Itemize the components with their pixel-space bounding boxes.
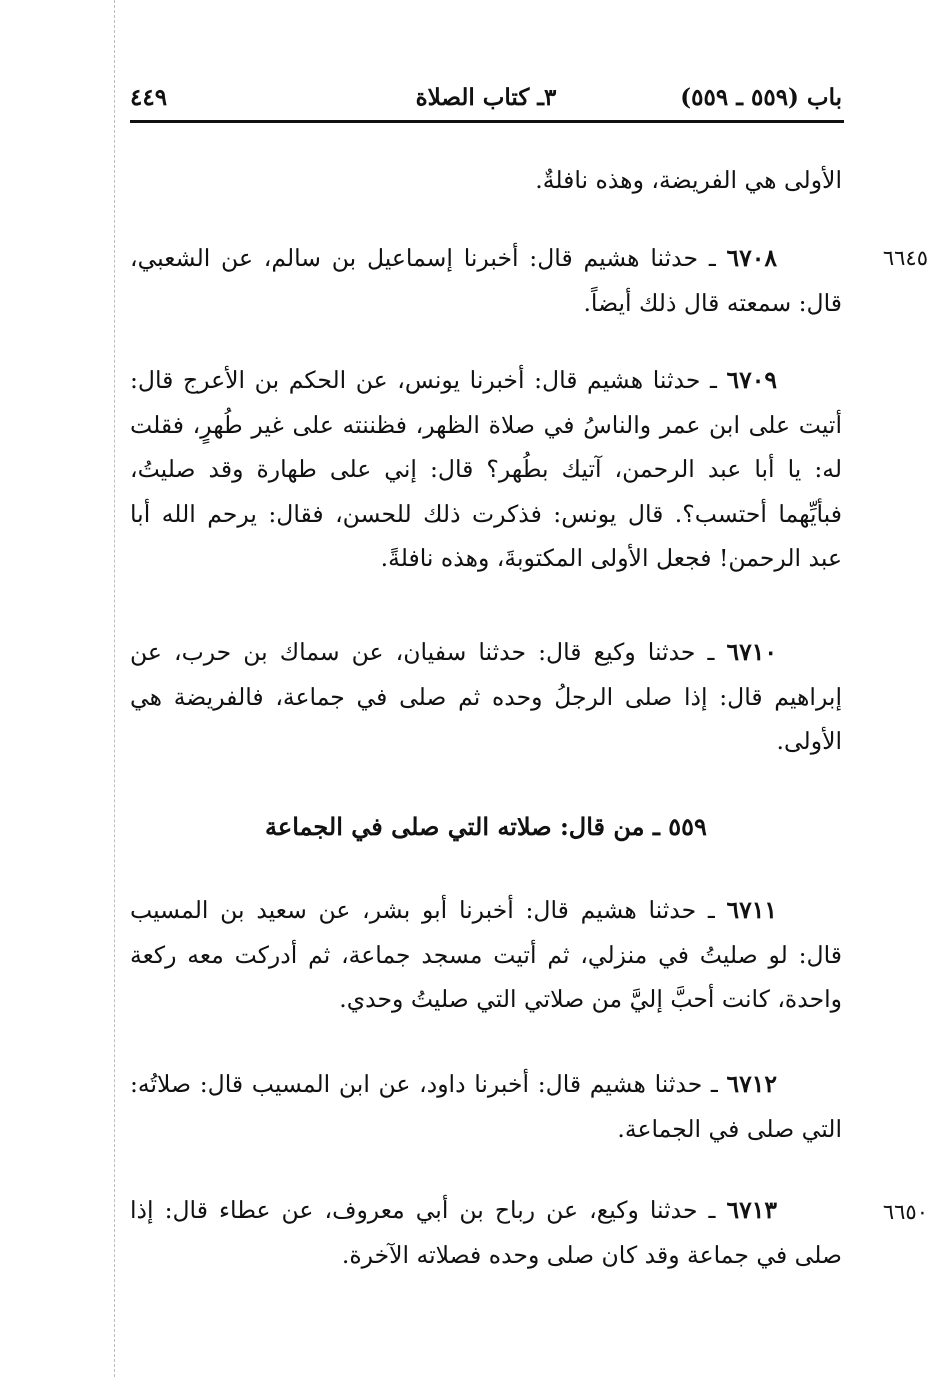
margin-number: ٦٦٤٥ <box>882 246 928 270</box>
page-number: ٤٤٩ <box>130 84 168 111</box>
hadith-number: ٦٧١٢ <box>726 1070 777 1098</box>
hadith-text: ـ حدثنا هشيم قال: أخبرنا إسماعيل بن سالم، عن الشعبي، قال: سمعته قال ذلك أيضاً. <box>130 244 842 317</box>
hadith-6708 <box>130 236 842 325</box>
hadith-6711 <box>130 888 842 1022</box>
hadith-number: ٦٧١٣ <box>726 1196 777 1224</box>
chapter-heading: ٥٥٩ ـ من قال: صلاته التي صلى في الجماعة <box>265 812 707 841</box>
paragraph-text: الأولى هي الفريضة، وهذه نافلةٌ. <box>535 166 842 194</box>
hadith-text: ـ حدثنا وكيع قال: حدثنا سفيان، عن سماك بن حرب، عن إبراهيم قال: إذا صلى الرجلُ وحده ثم صلى في جماعة، فالفريضة هي الأولى. <box>130 638 842 755</box>
hadith-number: ٦٧٠٨ <box>726 244 777 272</box>
paragraph-continuation <box>130 158 842 203</box>
header-chapter-range: باب (٥٥٩ ـ ٥٥٩) <box>680 84 842 111</box>
running-header <box>130 78 842 116</box>
header-book-title: ٣ـ كتاب الصلاة <box>415 84 557 111</box>
margin-number: ٦٦٥٠ <box>882 1200 928 1224</box>
hadith-6712 <box>130 1062 842 1151</box>
hadith-number: ٦٧٠٩ <box>726 366 777 394</box>
hadith-text: ـ حدثنا هشيم قال: أخبرنا أبو بشر، عن سعيد بن المسيب قال: لو صليتُ في منزلي، ثم أتيت مسجد جماعة، ثم أدركت معه ركعة واحدة، كانت أحبَّ إليَّ من صلاتي التي صليتُ وحدي. <box>130 896 842 1013</box>
hadith-text: ـ حدثنا هشيم قال: أخبرنا داود، عن ابن المسيب قال: صلاتُه: التي صلى في الجماعة. <box>130 1070 842 1143</box>
hadith-6710 <box>130 630 842 764</box>
hadith-text: ـ حدثنا وكيع، عن رباح بن أبي معروف، عن عطاء قال: إذا صلى في جماعة وقد كان صلى وحده فصلاته الآخرة. <box>130 1196 842 1269</box>
hadith-6713 <box>130 1188 842 1277</box>
hadith-number: ٦٧١٠ <box>726 638 777 666</box>
scan-edge-line <box>114 0 115 1377</box>
hadith-6709 <box>130 358 842 581</box>
header-rule <box>130 120 844 123</box>
hadith-number: ٦٧١١ <box>726 896 777 924</box>
hadith-text: ـ حدثنا هشيم قال: أخبرنا يونس، عن الحكم بن الأعرج قال: أتيت على ابن عمر والناسُ في صلاة الظهر، فظننته على غير طُهرٍ، فقلت له: يا أبا عبد الرحمن، آتيك بطُهر؟ قال: إني على طهارة وقد صليتُ، فبأيِّهما أحتسب؟. قال يونس: فذكرت ذلك للحسن، فقال: يرحم الله أبا عبد الرحمن! فجعل الأولى المكتوبةَ، وهذه نافلةً. <box>130 366 842 572</box>
